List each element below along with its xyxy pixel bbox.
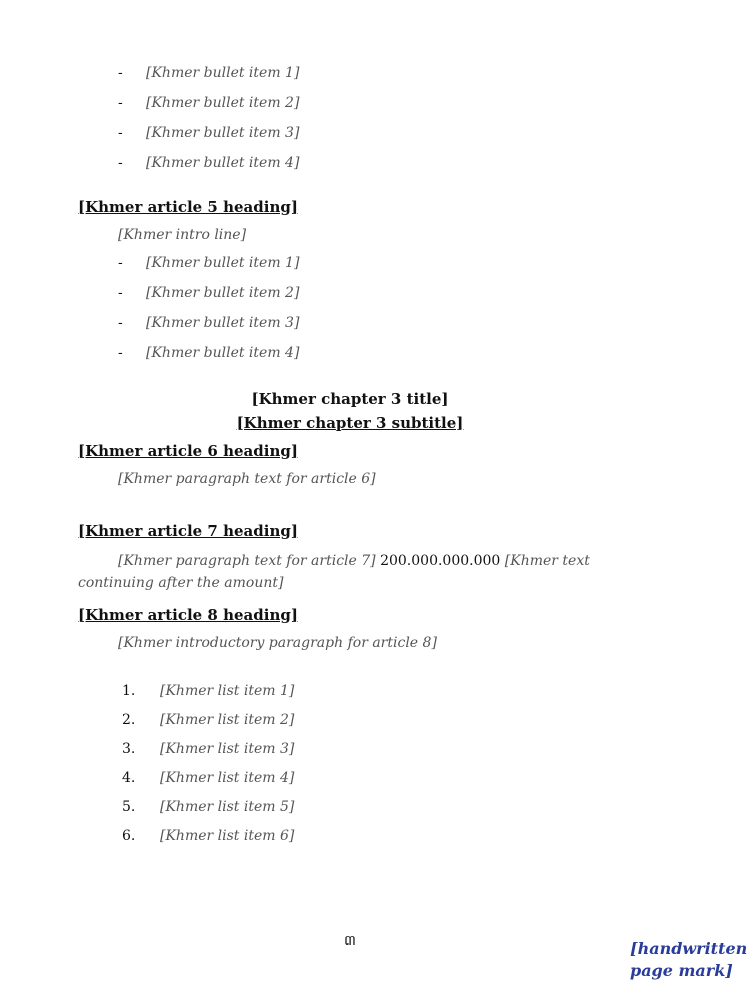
list-item: 4. [Khmer list item 4] [122,770,295,786]
list-item: - [Khmer bullet item 1] [118,255,300,271]
list-item: 6. [Khmer list item 6] [122,828,295,844]
article-6-heading: [Khmer article 6 heading] [78,442,298,460]
chapter-title: [Khmer chapter 3 title] [251,390,449,408]
list-item: - [Khmer bullet item 4] [118,155,300,171]
chapter-subtitle: [Khmer chapter 3 subtitle] [236,414,464,432]
list-item: - [Khmer bullet item 2] [118,285,300,301]
corner-page-mark: [handwritten page mark] [630,939,747,980]
page-number: ៣ [344,933,356,949]
bullet-list-article-5 [118,252,658,372]
article-5-heading: [Khmer article 5 heading] [78,198,298,216]
list-item: 2. [Khmer list item 2] [122,712,295,728]
numbered-list-article-8 [122,680,652,854]
list-item: - [Khmer bullet item 1] [118,65,300,81]
capital-amount: 200.000.000.000 [380,553,501,569]
list-item: - [Khmer bullet item 3] [118,125,300,141]
list-item: 5. [Khmer list item 5] [122,799,295,815]
article-8-heading: [Khmer article 8 heading] [78,606,298,624]
list-item: - [Khmer bullet item 3] [118,315,300,331]
list-item: - [Khmer bullet item 4] [118,345,300,361]
article-8-intro: [Khmer introductory paragraph for article 8] [118,635,437,651]
article-6-body: [Khmer paragraph text for article 6] [118,471,376,487]
list-item: 1. [Khmer list item 1] [122,683,295,699]
article-7-body: [Khmer paragraph text for article 7] 200.000.000.000 [Khmer text continuing after the amount] [78,553,590,591]
list-item: 3. [Khmer list item 3] [122,741,295,757]
bullet-list-top [118,62,658,182]
article-7-heading: [Khmer article 7 heading] [78,522,298,540]
list-item: - [Khmer bullet item 2] [118,95,300,111]
article-5-intro: [Khmer intro line] [118,227,247,243]
